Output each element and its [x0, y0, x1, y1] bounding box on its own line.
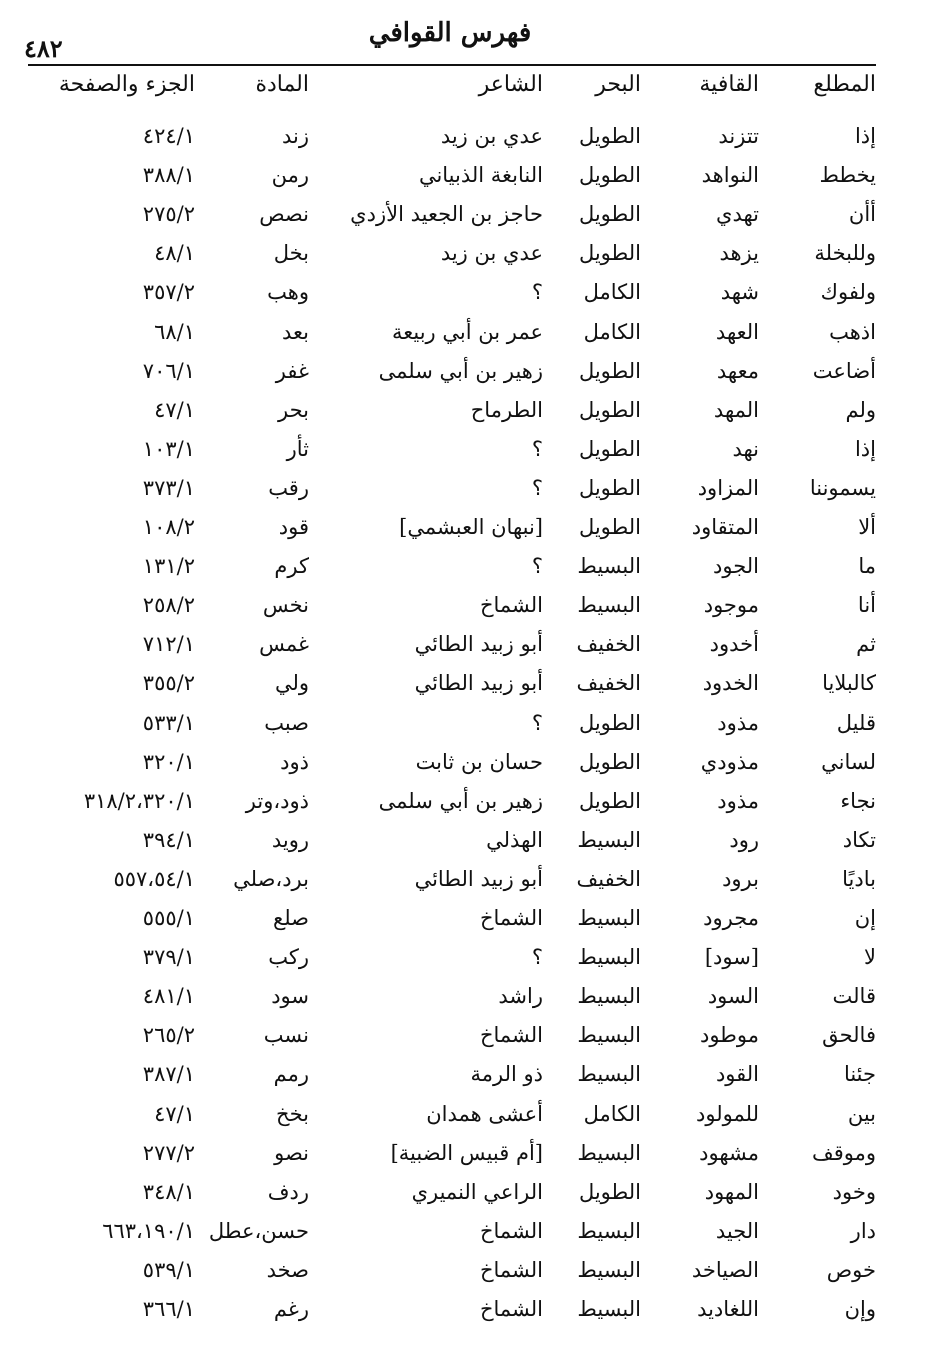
cell-madda: كرم	[274, 554, 309, 579]
cell-page: ٢٦٥/٢	[142, 1023, 195, 1048]
cell-matla: ثم	[856, 632, 876, 657]
column-header-page: الجزء والصفحة	[58, 72, 195, 97]
cell-bahr: البسيط	[577, 1218, 641, 1243]
cell-matla: إن	[854, 906, 876, 930]
cell-matla: ولفوك	[820, 280, 876, 305]
cell-shaer: أبو زبيد الطائي	[414, 671, 543, 696]
cell-bahr: البسيط	[577, 945, 641, 970]
column-header-bahr: البحر	[595, 72, 641, 97]
cell-page: ٤٢٤/١	[142, 124, 195, 148]
table-row	[0, 1023, 943, 1061]
cell-madda: قود	[278, 515, 309, 539]
cell-qafiya: شهد	[720, 280, 759, 305]
column-header-madda: المادة	[255, 72, 309, 97]
cell-bahr: البسيط	[577, 593, 641, 618]
cell-bahr: الطويل	[578, 124, 641, 148]
cell-bahr: البسيط	[577, 1297, 641, 1321]
table-row	[0, 671, 943, 709]
cell-qafiya: المزاود	[697, 475, 759, 500]
cell-qafiya: تهدي	[716, 202, 759, 227]
cell-matla: يخطط	[819, 163, 876, 188]
cell-page: ٧٠٦/١	[142, 358, 195, 383]
cell-qafiya: نهد	[732, 436, 759, 461]
cell-page: ٣٨٨/١	[142, 163, 195, 188]
cell-matla: أنا	[857, 593, 876, 618]
cell-bahr: الطويل	[578, 1179, 641, 1204]
cell-page: ٣٥٥/٢	[142, 671, 195, 696]
cell-matla: قليل	[836, 710, 876, 735]
table-row	[0, 163, 943, 201]
cell-page: ٤٧/١	[154, 397, 195, 422]
cell-matla: نجاء	[840, 788, 876, 813]
cell-madda: ردف	[267, 1179, 309, 1204]
table-row	[0, 1219, 943, 1257]
table-row	[0, 476, 943, 514]
cell-shaer: ؟	[531, 475, 543, 500]
cell-bahr: البسيط	[577, 1023, 641, 1048]
table-row	[0, 1258, 943, 1296]
cell-page: ٤٨١/١	[142, 984, 195, 1009]
cell-shaer: [أم قبيس الضبية]	[390, 1140, 543, 1165]
cell-madda: صخد	[266, 1257, 309, 1282]
cell-qafiya: مذود	[717, 710, 759, 735]
cell-madda: سود	[271, 984, 309, 1009]
cell-matla: وإن	[844, 1297, 876, 1321]
cell-madda: وهب	[267, 280, 309, 305]
cell-bahr: البسيط	[577, 827, 641, 852]
cell-madda: رمم	[273, 1062, 309, 1087]
cell-qafiya: تتزند	[718, 124, 759, 148]
cell-bahr: البسيط	[577, 1140, 641, 1165]
cell-bahr: الكامل	[583, 319, 641, 344]
cell-page: ٣١٨/٢،٣٢٠/١	[83, 788, 195, 813]
table-row	[0, 1180, 943, 1218]
table-row	[0, 1297, 943, 1335]
cell-madda: بخخ	[276, 1101, 309, 1126]
cell-qafiya: مشهود	[699, 1140, 759, 1165]
cell-qafiya: السود	[707, 984, 759, 1009]
table-row	[0, 789, 943, 827]
cell-shaer: زهير بن أبي سلمى	[378, 788, 543, 813]
cell-matla: وخود	[832, 1179, 876, 1204]
cell-page: ١٣١/٢	[142, 554, 195, 579]
cell-bahr: الكامل	[583, 1101, 641, 1126]
cell-bahr: الطويل	[578, 710, 641, 735]
cell-bahr: البسيط	[577, 1062, 641, 1087]
cell-shaer: حاجز بن الجعيد الأزدي	[350, 202, 543, 227]
cell-qafiya: موجود	[703, 593, 759, 618]
header-rule	[28, 64, 876, 66]
cell-madda: نخس	[262, 593, 309, 618]
cell-madda: بخل	[273, 241, 309, 266]
cell-page: ٥٣٣/١	[142, 710, 195, 735]
cell-matla: فالحق	[822, 1023, 876, 1048]
cell-bahr: الطويل	[578, 788, 641, 813]
cell-page: ٧١٢/١	[142, 632, 195, 657]
cell-page: ٥٣٩/١	[142, 1257, 195, 1282]
cell-bahr: الطويل	[578, 358, 641, 383]
cell-shaer: زهير بن أبي سلمى	[378, 358, 543, 383]
cell-page: ٣٥٧/٢	[142, 280, 195, 305]
cell-shaer: عدي بن زيد	[440, 124, 543, 148]
table-row	[0, 750, 943, 788]
cell-matla: أضاعت	[812, 358, 876, 383]
cell-shaer: ؟	[531, 554, 543, 579]
cell-bahr: الطويل	[578, 397, 641, 422]
table-row	[0, 437, 943, 475]
column-header-matla: المطلع	[813, 72, 876, 97]
cell-bahr: البسيط	[577, 984, 641, 1009]
cell-shaer: راشد	[498, 984, 543, 1009]
column-header-qafiya: القافية	[699, 72, 759, 97]
rhymes-table	[0, 124, 943, 1354]
cell-page: ٥٥٧،٥٤/١	[113, 866, 195, 891]
cell-matla: كالبلايا	[822, 671, 876, 696]
table-row	[0, 1062, 943, 1100]
table-row	[0, 554, 943, 592]
cell-qafiya: مذود	[717, 788, 759, 813]
cell-matla: وللبخلة	[814, 241, 876, 266]
cell-bahr: الطويل	[578, 241, 641, 266]
cell-shaer: حسان بن ثابت	[415, 749, 543, 774]
cell-madda: رويد	[271, 827, 309, 852]
cell-page: ٣٩٤/١	[142, 827, 195, 852]
cell-shaer: الشماخ	[479, 1257, 543, 1282]
cell-bahr: البسيط	[577, 906, 641, 930]
cell-madda: نصو	[274, 1140, 309, 1165]
table-row	[0, 320, 943, 358]
cell-bahr: الطويل	[578, 202, 641, 227]
cell-bahr: الكامل	[583, 280, 641, 305]
cell-shaer: ؟	[531, 280, 543, 305]
cell-matla: دار	[850, 1218, 876, 1243]
cell-qafiya: المهد	[713, 397, 759, 422]
cell-page: ٦٨/١	[154, 319, 195, 344]
cell-shaer: عدي بن زيد	[440, 241, 543, 266]
cell-qafiya: الجيد	[715, 1218, 759, 1243]
cell-bahr: الخفيف	[576, 671, 641, 696]
cell-madda: زند	[281, 124, 309, 148]
cell-madda: ولي	[274, 671, 309, 696]
cell-madda: ثأر	[286, 436, 309, 461]
cell-page: ٣٤٨/١	[142, 1179, 195, 1204]
cell-qafiya: يزهد	[719, 241, 759, 266]
cell-shaer: أبو زبيد الطائي	[414, 866, 543, 891]
cell-qafiya: معهد	[716, 358, 759, 383]
cell-matla: باديًا	[842, 866, 876, 891]
table-row	[0, 398, 943, 436]
cell-madda: برد،صلي	[233, 866, 309, 891]
cell-page: ٢٧٧/٢	[142, 1140, 195, 1165]
cell-page: ٣٨٧/١	[142, 1062, 195, 1087]
table-row	[0, 124, 943, 162]
table-row	[0, 828, 943, 866]
cell-page: ١٠٣/١	[142, 436, 195, 461]
cell-shaer: الشماخ	[479, 1023, 543, 1048]
table-row	[0, 632, 943, 670]
cell-shaer: أبو زبيد الطائي	[414, 632, 543, 657]
cell-madda: رمن	[271, 163, 309, 188]
cell-shaer: ذو الرمة	[470, 1062, 543, 1087]
cell-page: ١٠٨/٢	[142, 515, 195, 539]
cell-qafiya: مجرود	[703, 906, 759, 930]
page-header	[24, 14, 876, 62]
table-row	[0, 593, 943, 631]
cell-matla: تكاد	[842, 827, 876, 852]
cell-shaer: أعشى همدان	[426, 1101, 543, 1126]
cell-matla: إذا	[854, 124, 876, 148]
cell-matla: يسموننا	[809, 475, 876, 500]
cell-qafiya: [سود]	[704, 945, 759, 970]
cell-madda: بحر	[278, 397, 309, 422]
table-row	[0, 711, 943, 749]
cell-qafiya: العهد	[715, 319, 759, 344]
cell-page: ٤٨/١	[154, 241, 195, 266]
cell-bahr: الطويل	[578, 436, 641, 461]
cell-qafiya: اللغاديد	[697, 1297, 759, 1321]
table-row	[0, 984, 943, 1022]
cell-matla: لساني	[821, 749, 876, 774]
cell-matla: إذا	[854, 436, 876, 461]
cell-page: ٣٧٩/١	[142, 945, 195, 970]
cell-madda: ركب	[268, 945, 309, 970]
page-number: ٤٨٢	[24, 34, 63, 63]
cell-shaer: ؟	[531, 945, 543, 970]
cell-bahr: الطويل	[578, 515, 641, 539]
cell-shaer: [نبهان العبشمي]	[399, 515, 543, 539]
cell-shaer: الهذلي	[486, 827, 543, 852]
cell-bahr: الخفيف	[576, 866, 641, 891]
cell-matla: خوص	[826, 1257, 876, 1282]
cell-bahr: الخفيف	[576, 632, 641, 657]
cell-qafiya: موطود	[699, 1023, 759, 1048]
cell-madda: نسب	[263, 1023, 309, 1048]
cell-madda: ذود	[280, 749, 309, 774]
cell-madda: ذود،وتر	[245, 788, 309, 813]
cell-matla: اذهب	[829, 319, 876, 344]
table-header	[0, 72, 943, 112]
cell-qafiya: الصياخد	[691, 1257, 759, 1282]
cell-page: ٢٧٥/٢	[142, 202, 195, 227]
cell-madda: رقب	[268, 475, 309, 500]
cell-page: ٤٧/١	[154, 1101, 195, 1126]
column-header-shaer: الشاعر	[478, 72, 543, 97]
cell-madda: نصص	[259, 202, 309, 227]
cell-page: ٦٦٣،١٩٠/١	[102, 1218, 195, 1243]
cell-page: ٣٢٠/١	[142, 749, 195, 774]
cell-qafiya: أخدود	[709, 632, 759, 657]
cell-shaer: الشماخ	[479, 1297, 543, 1321]
cell-matla: جئنا	[843, 1062, 876, 1087]
cell-matla: قالت	[832, 984, 876, 1009]
cell-qafiya: رود	[729, 827, 759, 852]
cell-madda: رغم	[273, 1297, 309, 1321]
cell-shaer: الطرماح	[470, 397, 543, 422]
cell-shaer: ؟	[531, 710, 543, 735]
cell-shaer: الراعي النميري	[411, 1179, 543, 1204]
cell-shaer: ؟	[531, 436, 543, 461]
cell-madda: صلع	[273, 906, 309, 930]
table-row	[0, 1141, 943, 1179]
cell-matla: وموقف	[811, 1140, 876, 1165]
cell-page: ٣٧٣/١	[142, 475, 195, 500]
table-row	[0, 906, 943, 944]
table-row	[0, 280, 943, 318]
cell-page: ٥٥٥/١	[142, 906, 195, 930]
cell-qafiya: المهود	[704, 1179, 759, 1204]
cell-qafiya: مذودي	[700, 749, 759, 774]
cell-matla: ولم	[845, 397, 876, 422]
cell-qafiya: النواهد	[701, 163, 759, 188]
cell-matla: أأن	[848, 202, 876, 227]
page-title: فهرس القوافي	[368, 18, 532, 48]
table-row	[0, 1102, 943, 1140]
table-row	[0, 515, 943, 553]
cell-qafiya: الجود	[713, 554, 759, 579]
cell-matla: ألا	[858, 515, 876, 539]
cell-madda: بعد	[282, 319, 309, 344]
cell-shaer: عمر بن أبي ربيعة	[391, 319, 543, 344]
cell-bahr: الطويل	[578, 475, 641, 500]
cell-qafiya: المتقاود	[691, 515, 759, 539]
cell-qafiya: للمولود	[696, 1101, 759, 1126]
cell-shaer: النابغة الذبياني	[418, 163, 543, 188]
cell-bahr: البسيط	[577, 1257, 641, 1282]
cell-bahr: الطويل	[578, 749, 641, 774]
table-row	[0, 241, 943, 279]
cell-shaer: الشماخ	[479, 906, 543, 930]
cell-qafiya: القود	[715, 1062, 759, 1087]
cell-qafiya: الخدود	[702, 671, 759, 696]
table-row	[0, 202, 943, 240]
cell-bahr: الطويل	[578, 163, 641, 188]
cell-madda: صبب	[264, 710, 309, 735]
cell-matla: لا	[864, 945, 876, 970]
cell-madda: حسن،عطل	[208, 1218, 309, 1243]
cell-shaer: الشماخ	[479, 1218, 543, 1243]
table-row	[0, 867, 943, 905]
cell-bahr: البسيط	[577, 554, 641, 579]
cell-shaer: الشماخ	[479, 593, 543, 618]
cell-madda: غفر	[275, 358, 309, 383]
cell-page: ٢٥٨/٢	[142, 593, 195, 618]
cell-page: ٣٦٦/١	[142, 1297, 195, 1321]
table-row	[0, 945, 943, 983]
cell-matla: بين	[847, 1101, 876, 1126]
cell-matla: ما	[858, 554, 876, 579]
table-row	[0, 359, 943, 397]
cell-madda: غمس	[259, 632, 309, 657]
cell-qafiya: برود	[722, 866, 759, 891]
